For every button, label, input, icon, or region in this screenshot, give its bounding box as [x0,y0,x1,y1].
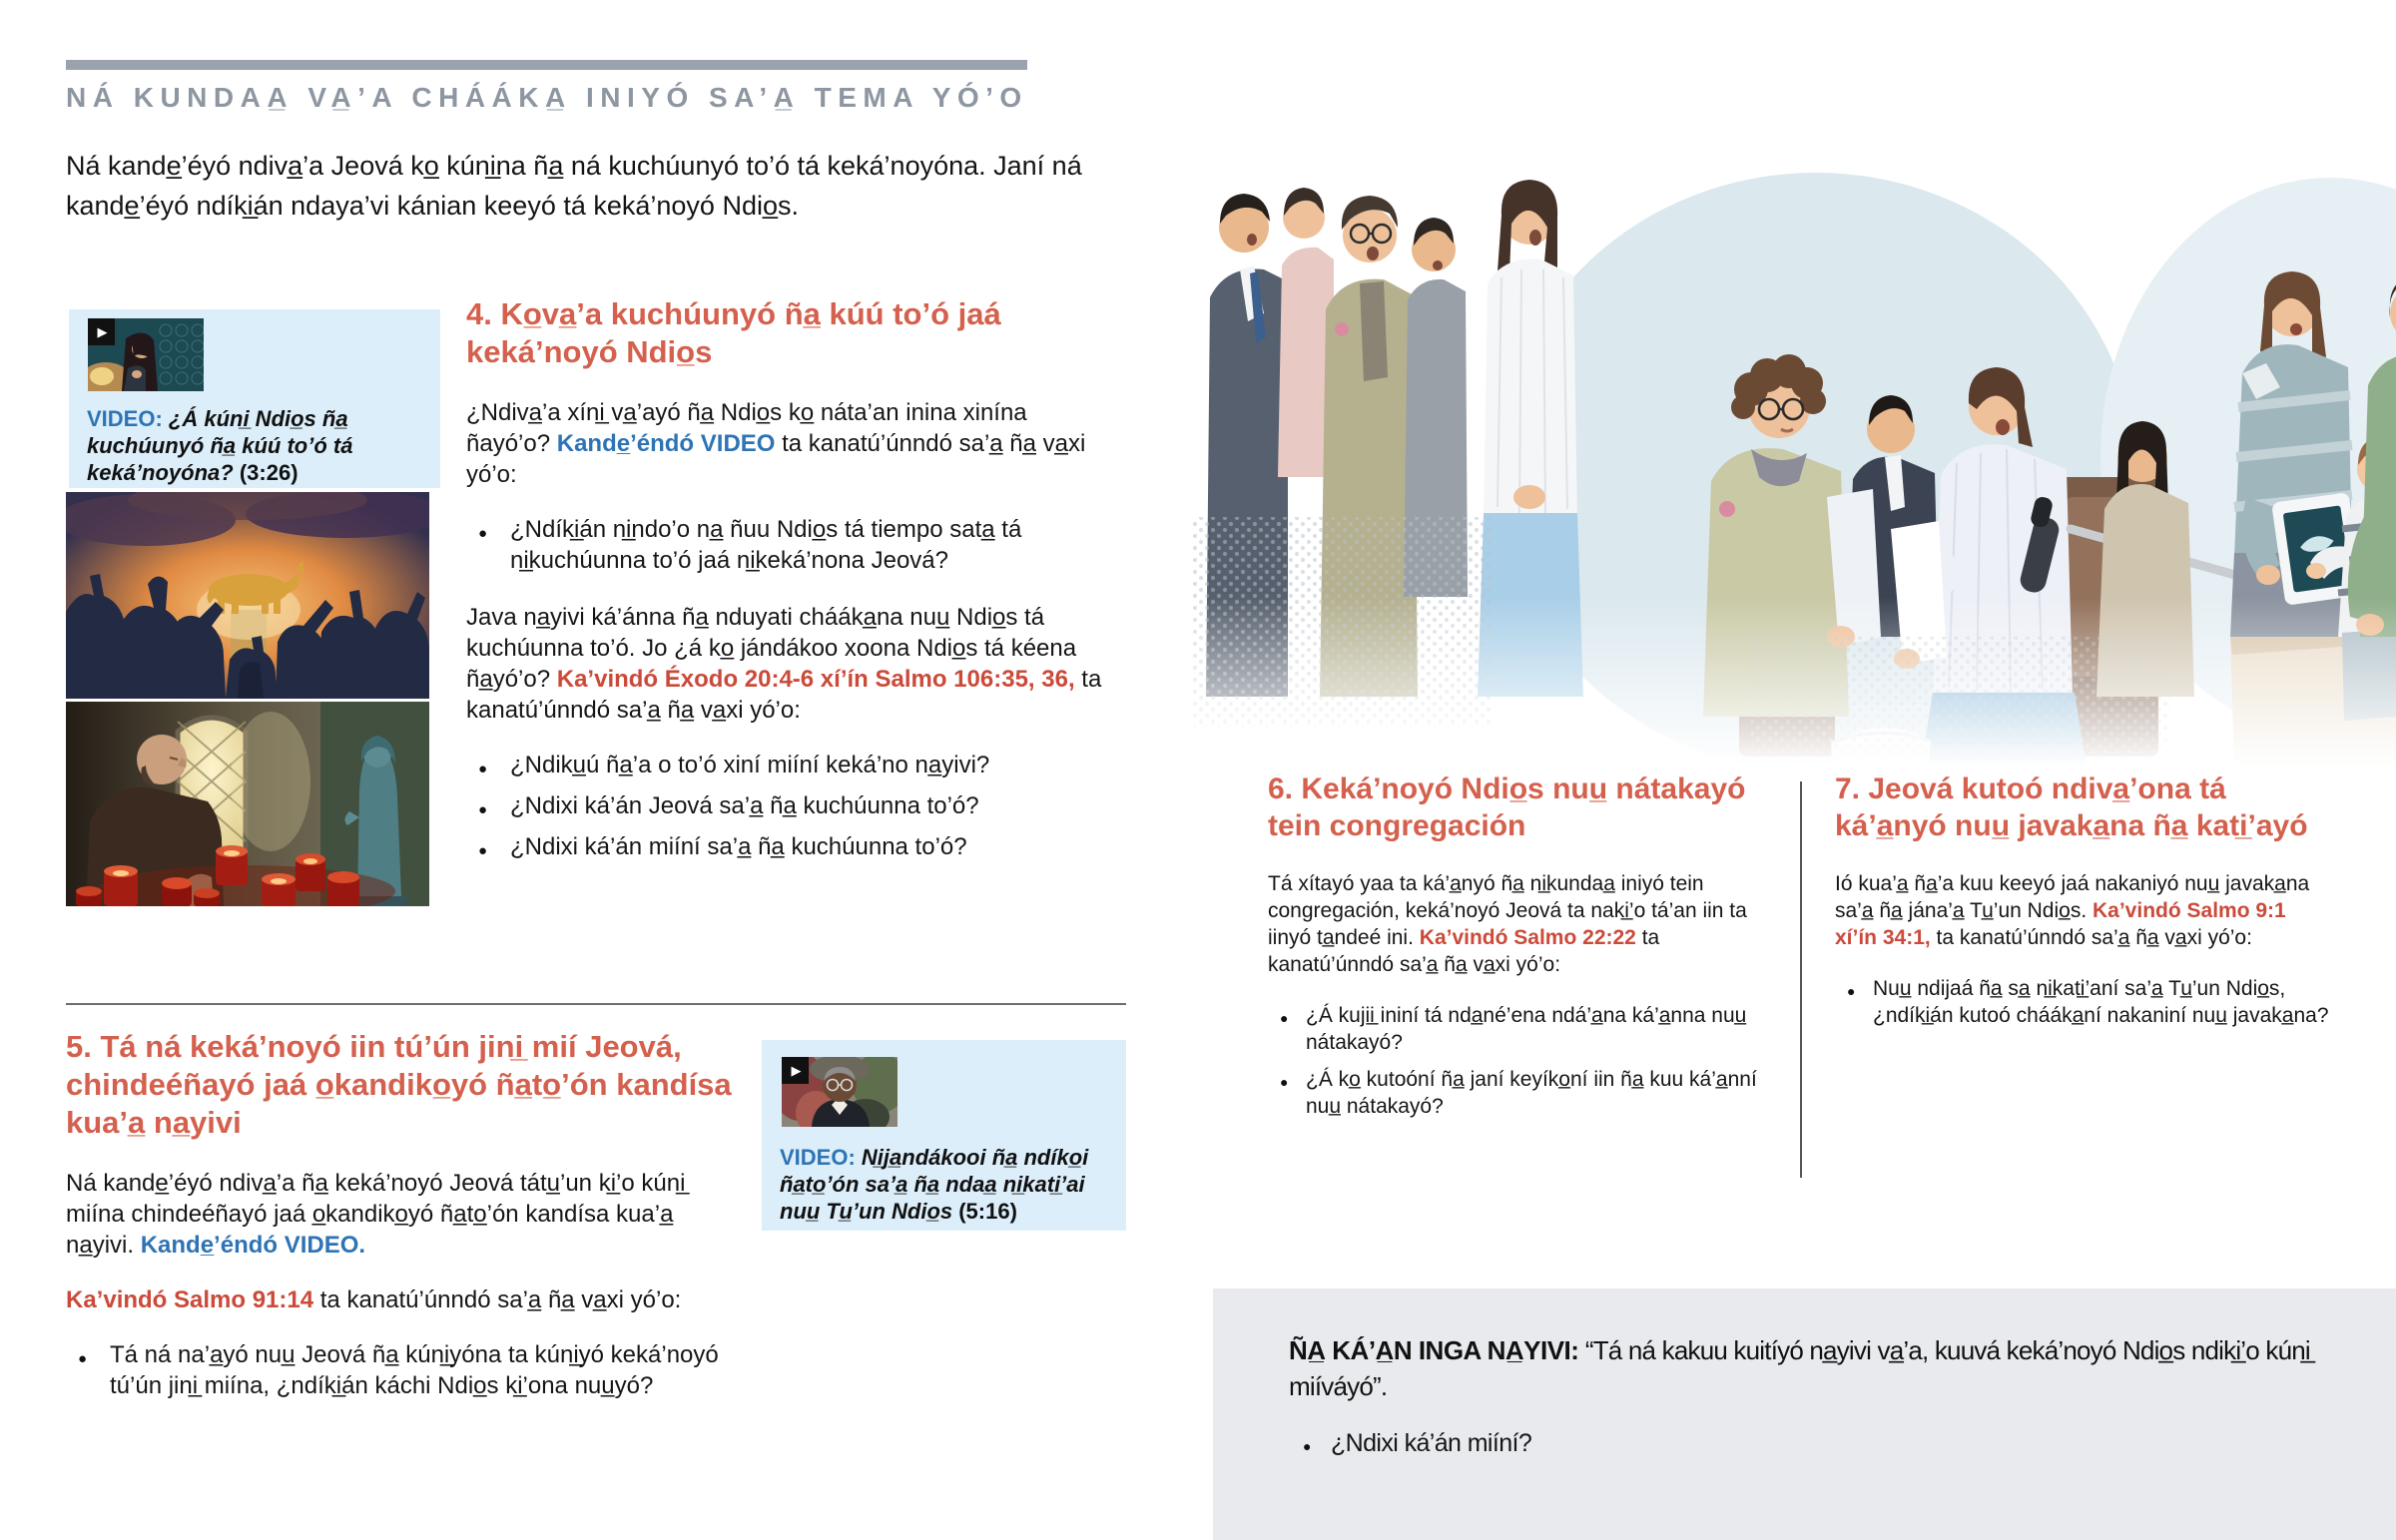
quote-label: ÑA̲ KÁ’A̲N INGA NA̲YIVI: [1289,1335,1579,1365]
lesson-intro-paragraph: Ná kande̲’éyó ndiva̲’a Jeová ko̲ kúni̲na ña̲ ná kuchúunyó to’ó tá keká’noyóna. Janí ná kande̲’éyó ndíki̲án ndaya’vi kánian keeyó tá keká’noyó Ndio̲s. [66,151,1082,221]
votive-candles-image [66,702,429,906]
section-5-paragraph-1 [66,1168,733,1261]
section-6-paragraph-1 [1268,870,1777,978]
scripture-link-salmo-9[interactable]: Ka’vindó Salmo 9:1 xí’ín 34:1, [1835,899,2286,949]
question-item: ● ¿Ndixi ká’án miíní sa’a̲ ña̲ kuchúunna to’ó? [466,831,1105,862]
question-list [466,750,1105,862]
question-list [1268,1002,1777,1120]
question-item: ● ¿Á kujii̲ ininí tá nda̲né’ena ndá’a̲na ká’a̲nna nuu̲ nátakayó? [1268,1002,1777,1056]
section-5-heading: 5. Tá ná keká’noyó iin tú’ún jini̲ mií Jeová, chindeéñayó jaá o̲kandiko̲yó ña̲to̲’ón kandísa kua’a̲ na̲yivi [66,1029,732,1140]
paragraph-text: Ná kande̲’éyó ndiva̲’a ña̲ keká’noyó Jeová tátu̲’un ki̲’o kúni̲ miína chindeéñayó jaá o̲kandiko̲yó ña̲to̲’ón kandísa kua’a̲ na̲yivi. [66,1170,686,1259]
video-duration: (5:16) [958,1199,1017,1224]
section-question-7 [1835,770,2332,1055]
question-item: ● ¿Ndixi ká’án miíní? [1289,1428,2346,1458]
horizontal-divider [66,1003,1126,1005]
section-question-4 [466,295,1105,888]
video-label: VIDEO: [87,406,163,431]
paragraph-text: Ió kua’a̲ ña̲’a kuu keeyó jaá nakaniyó nuu̲ javaka̲na sa’a̲ ña̲ jána’a̲ Tu̲’un Ndio̲s. [1835,872,2310,922]
video-label: VIDEO: [780,1145,856,1170]
question-item: ● ¿Ndiku̲ú ña̲’a o to’ó xiní miíní keká’no na̲yivi? [466,750,1105,780]
scripture-link-salmo-91[interactable]: Ka’vindó Salmo 91:14 [66,1286,314,1313]
section-4-heading: 4. Ko̲va̲’a kuchúunyó ña̲ kúú to’ó jaá keká’noyó Ndio̲s [466,296,1001,369]
paragraph-text: Tá xítayó yaa ta ká’a̲nyó ña̲ ni̲kundaa̲ iniyó tein congregación, keká’noyó Jeová ta naki̲’o tá’an iin ta iinyó ta̲ndeé ini. [1268,872,1747,949]
watch-video-link[interactable]: Kande̲’éndó VIDEO [556,430,776,457]
question-list [1835,975,2332,1029]
question-item: ● ¿Ndixi ká’án Jeová sa’a̲ ña̲ kuchúunna to’ó? [466,790,1105,821]
congregation-illustration [1192,78,2396,767]
section-4-paragraph-2 [466,602,1105,726]
video-thumbnail-praying-woman[interactable] [88,318,204,391]
question-list [66,1339,733,1401]
video-title: Ni̲ja̲ndákooi ña̲ ndíko̲i ña̲to̲’ón sa’a̲ ña̲ ndaa̲ ni̲kati̲’ai nuu̲ Tu̲’un Ndio̲s [780,1145,1089,1224]
question-list [466,514,1105,576]
section-4-paragraph-1 [466,397,1105,490]
golden-calf-image [66,492,429,699]
question-item: ● Nuu̲ ndijaá ña̲ sa̲ ni̲kati̲’aní sa’a̲ Tu̲’un Ndio̲s, ¿ndíki̲án kutoó chááka̲ní nakaniní nuu̲ javaka̲na? [1835,975,2332,1029]
section-5-paragraph-2 [66,1284,733,1315]
scripture-link-salmo-22[interactable]: Ka’vindó Salmo 22:22 [1419,926,1636,949]
paragraph-text: ¿Ndiva̲’a xíni̲ va̲’ayó ña̲ Ndio̲s ko̲ náta’an inina xinína ñayó’o? [466,399,1027,457]
paragraph-text: ta kanatú’únndó sa’a̲ ña̲ va̲xi yó’o: [1930,926,2252,949]
column-divider [1800,781,1802,1178]
video-box-1 [69,309,440,488]
question-item: ● ¿Á ko̲ kutoóní ña̲ janí keyíko̲ní iin ña̲ kuu ká’a̲nní nuu̲ nátakayó? [1268,1066,1777,1120]
play-icon: ▶ [88,318,115,345]
paragraph-text: Java na̲yivi ká’ánna ña̲ nduyati chááka̲na nuu̲ Ndio̲s tá kuchúunna to’ó. Jo ¿á ko̲ jándákoo xoona Ndio̲s tá kéena ña̲yó’o? [466,604,1077,693]
what-others-say-box [1213,1288,2396,1540]
paragraph-text: ta kanatú’únndó sa’a̲ ña̲ va̲xi yó’o: [313,1286,682,1313]
quote-paragraph [1289,1332,2346,1404]
section-6-heading: 6. Keká’noyó Ndio̲s nuu̲ nátakayó tein congregación [1268,772,1746,842]
quote-text: “Tá ná kakuu kuitíyó na̲yivi va̲’a, kuuvá keká’noyó Ndio̲s ndiki̲’o kúni̲ miíváyó”. [1289,1335,2310,1401]
watch-video-link[interactable]: Kande̲’éndó VIDEO. [140,1232,366,1259]
paragraph-text: ta kanatú’únndó sa’a̲ ña̲ va̲xi yó’o: [466,430,1086,488]
video-box-2 [762,1040,1126,1231]
video-thumbnail-interview-man[interactable] [782,1057,898,1127]
scripture-link-exodo[interactable]: Ka’vindó Éxodo 20:4-6 xí’ín Salmo 106:35, 36, [556,666,1075,693]
question-list [1289,1428,2346,1458]
paragraph-text: ta kanatú’únndó sa’a̲ ña̲ va̲xi yó’o: [1268,926,1660,976]
section-7-heading: 7. Jeová kutoó ndiva̲’ona tá ká’a̲nyó nuu̲ javaka̲na ña̲ kati̲’ayó [1835,772,2308,842]
question-item: ● ¿Ndíki̲án ni̲ndo’o na̲ ñuu Ndio̲s tá tiempo sata̲ tá ni̲kuchúunna to’ó jaá ni̲keká’nona Jeová? [466,514,1105,576]
section-question-6 [1268,770,1777,1146]
section-7-paragraph-1 [1835,870,2332,951]
video-duration: (3:26) [239,460,299,485]
section-divider-bar [66,60,1027,70]
question-item: ● Tá ná na’a̲yó nuu̲ Jeová ña̲ kúni̲yóna ta kúni̲yó keká’noyó tú’ún jini̲ miína, ¿ndíki̲án káchi Ndio̲s ki̲’ona nuu̲yó? [66,1339,733,1401]
paragraph-text: ta kanatú’únndó sa’a̲ ña̲ va̲xi yó’o: [466,666,1102,724]
video-caption-2 [780,1144,1121,1225]
video-caption-1 [87,405,428,486]
section-question-5 [66,1028,733,1427]
play-icon: ▶ [782,1057,809,1084]
video-title: ¿Á kúni̲ Ndio̲s ña̲ kuchúunyó ña̲ kúú to’ó tá keká’noyóna? [87,406,353,485]
lesson-kicker-heading: NÁ KUNDAA̲ VA̲’A CHÁÁKA̲ INIYÓ SA’A̲ TEMA YÓ’O [66,82,1028,113]
